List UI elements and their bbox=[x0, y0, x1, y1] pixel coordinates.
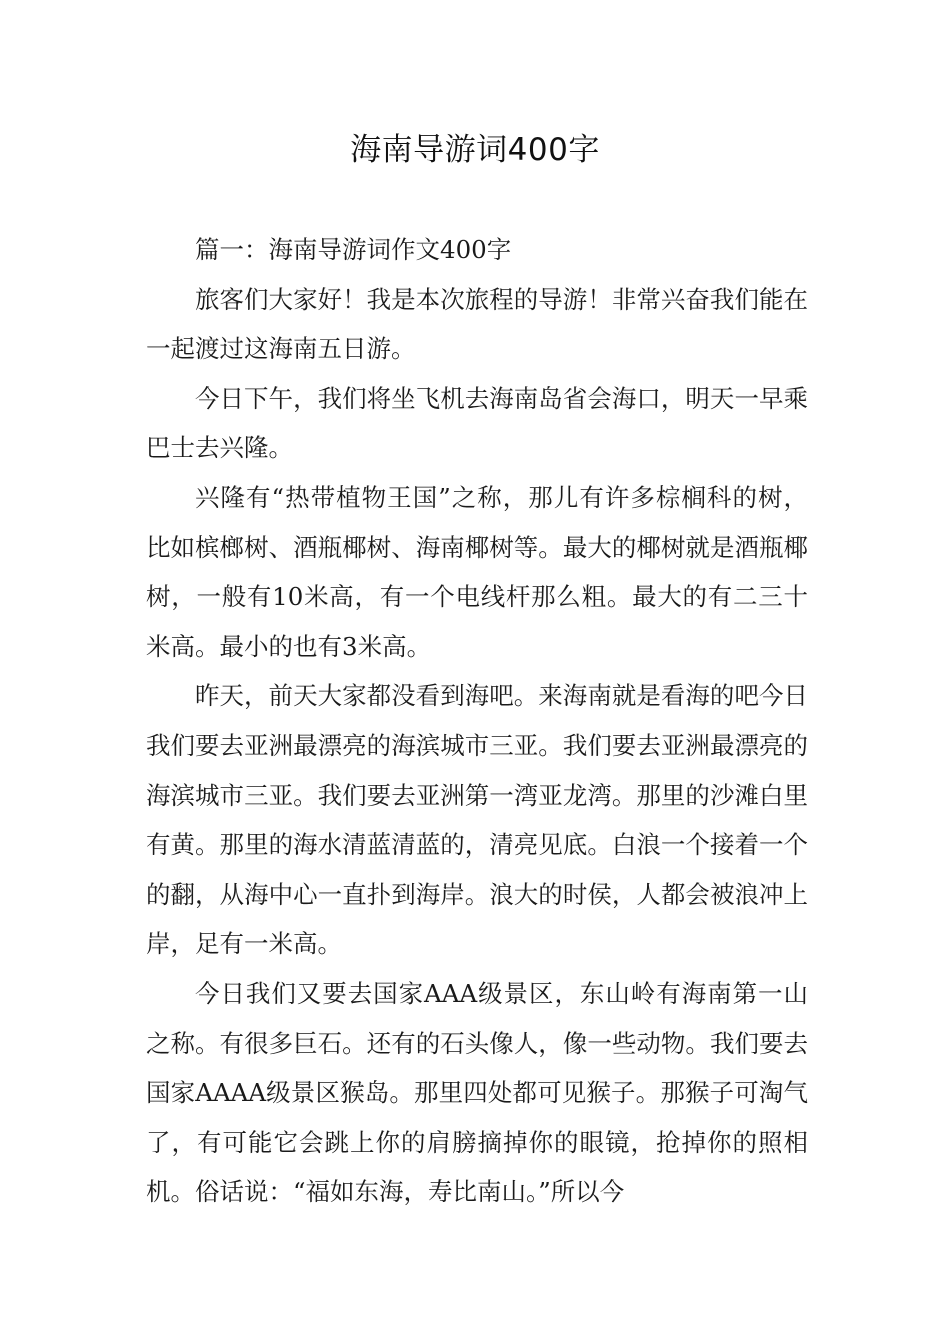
paragraph-sanya: 昨天，前天大家都没看到海吧。来海南就是看海的吧今日我们要去亚洲最漂亮的海滨城市三亚。我们要去亚洲最漂亮的海滨城市三亚。我们要去亚洲第一湾亚龙湾。那里的沙滩白里有黄。那里的海水清蓝清蓝的，清亮见底。白浪一个接着一个的翻，从海中心一直扑到海岸。浪大的时侯，人都会被浪冲上岸，足有一米高。 bbox=[146, 681, 808, 959]
paragraph-itinerary: 今日下午，我们将坐飞机去海南岛省会海口，明天一早乘巴士去兴隆。 bbox=[146, 383, 808, 463]
paragraph-dongshanling: 今日我们又要去国家AAA级景区，东山岭有海南第一山之称。有很多巨石。还有的石头像人，像一些动物。我们要去国家AAAA级景区猴岛。那里四处都可见猴子。那猴子可淘气了，有可能它会跳上你的肩膀摘掉你的眼镜，抢掉你的照相机。俗话说：“福如东海，寿比南山。”所以今 bbox=[146, 978, 808, 1207]
paragraph-greeting: 旅客们大家好！我是本次旅程的导游！非常兴奋我们能在一起渡过这海南五日游。 bbox=[146, 284, 808, 364]
section-heading: 篇一：海南导游词作文400字 bbox=[195, 235, 512, 264]
paragraph-xinglong: 兴隆有“热带植物王国”之称，那儿有许多棕榈科的树，比如槟榔树、酒瓶椰树、海南椰树等。最大的椰树就是酒瓶椰树，一般有10米高，有一个电线杆那么粗。最大的有二三十米高。最小的也有3米高。 bbox=[146, 482, 808, 661]
document-body bbox=[146, 225, 808, 1217]
document-title: 海南导游词400字 bbox=[350, 132, 600, 168]
